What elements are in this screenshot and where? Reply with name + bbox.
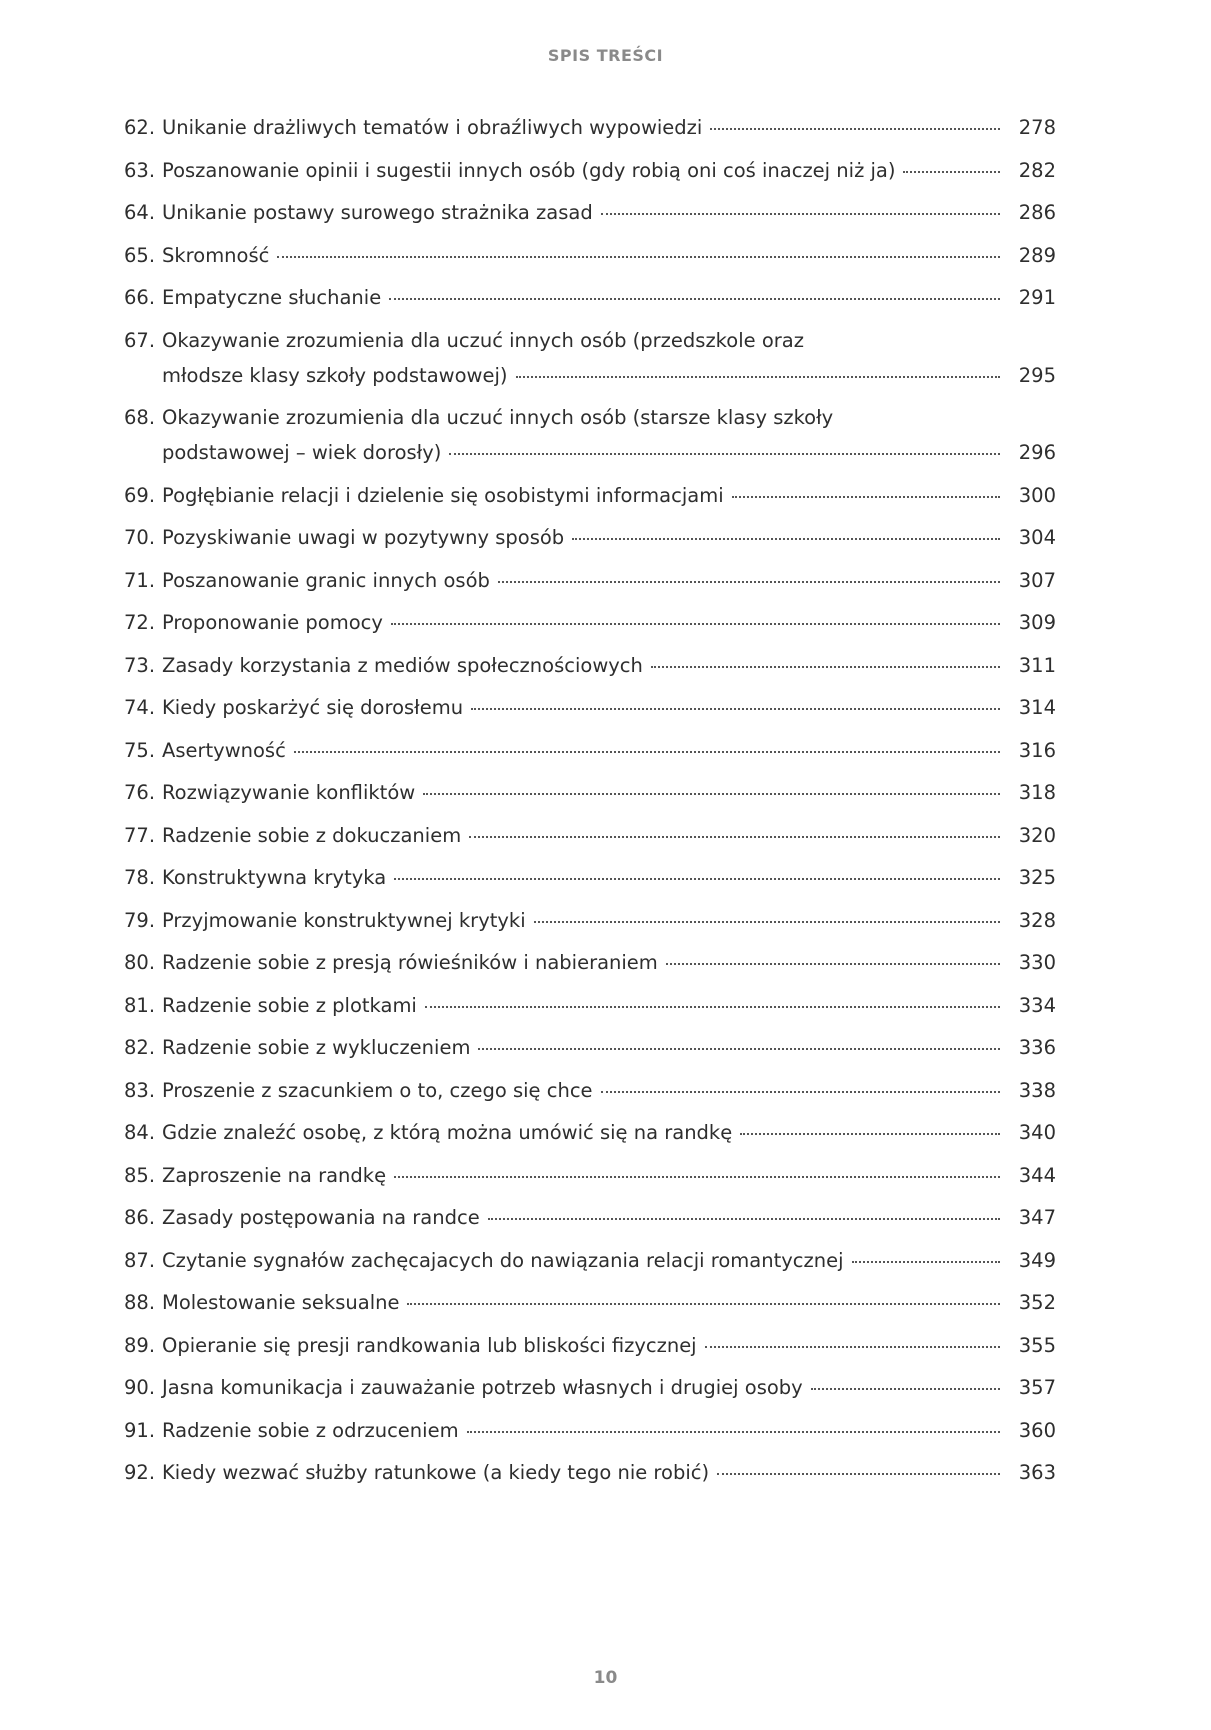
toc-entry-title: Molestowanie seksualne [162,1291,400,1314]
toc-entry-page: 340 [1018,1121,1056,1144]
dot-leader [852,1261,1001,1263]
dot-leader [394,878,1000,880]
toc-entry-number: 68. [124,406,156,429]
toc-entry-number: 84. [124,1121,156,1144]
running-header: SPIS TREŚCI [547,46,664,65]
toc-entry-page: 309 [1018,611,1056,634]
toc-entry-page: 328 [1018,908,1056,932]
toc-entry-page: 282 [1018,158,1056,182]
toc-entry-number: 82. [124,1036,156,1059]
toc-entry-page: 289 [1018,243,1056,267]
toc-entry-number: 72. [124,611,156,634]
dot-leader [449,453,1000,455]
toc-entry-number: 62. [124,116,156,139]
toc-entry-title-line1: Okazywanie zrozumienia dla uczuć innych osób (starsze klasy szkoły [162,406,834,429]
toc-entry-title: Pozyskiwanie uwagi w pozytywny sposób [162,526,565,549]
toc-entry[interactable] [124,520,1056,555]
toc-entry[interactable] [124,238,1056,273]
dot-leader [705,1346,1000,1348]
toc-entry-number: 74. [124,696,156,719]
toc-entry-number: 71. [124,568,156,592]
dot-leader [740,1133,1000,1135]
toc-entry-number: 87. [124,1248,156,1272]
toc-entry[interactable] [124,478,1056,513]
toc-entry[interactable] [124,1243,1056,1278]
dot-leader [534,921,1000,923]
toc-entry-page: 347 [1018,1206,1056,1229]
toc-entry[interactable] [124,988,1056,1023]
toc-entry-number: 67. [124,328,156,352]
toc-entry-title: Przyjmowanie konstruktywnej krytyki [162,908,526,932]
toc-entry[interactable] [124,1455,1056,1490]
toc-entry[interactable] [124,1285,1056,1320]
toc-entry-number: 77. [124,823,156,847]
toc-entry-page: 286 [1018,201,1056,224]
toc-entry-page: 320 [1018,823,1056,847]
toc-entry-number: 81. [124,993,156,1017]
toc-entry-page: 352 [1018,1291,1056,1314]
toc-entry-page: 304 [1018,526,1056,549]
toc-entry-title: Radzenie sobie z presją rówieśników i nabieraniem [162,951,658,974]
toc-entry-title: Proponowanie pomocy [162,611,383,634]
dot-leader [572,538,1000,540]
toc-entry-title: Gdzie znaleźć osobę, z którą można umówić się na randkę [162,1121,733,1144]
toc-entry[interactable] [124,153,1056,188]
dot-leader [601,1091,1000,1093]
toc-entry-title: Asertywność [162,738,286,762]
dot-leader [811,1388,1000,1390]
toc-entry-page: 300 [1018,483,1056,507]
toc-entry-title: Unikanie drażliwych tematów i obraźliwych wypowiedzi [162,116,703,139]
dot-leader [389,298,1000,300]
dot-leader [478,1048,1000,1050]
toc-entry-number: 88. [124,1291,156,1314]
toc-entry-number: 78. [124,866,156,889]
dot-leader [488,1218,1000,1220]
toc-entry-title: Radzenie sobie z plotkami [162,993,417,1017]
toc-entry-page: 336 [1018,1036,1056,1059]
toc-entry-number: 63. [124,158,156,182]
toc-entry-page: 311 [1018,653,1056,677]
page-number: 10 [593,1668,618,1688]
toc-entry[interactable] [124,1413,1056,1448]
toc-entry-title: Proszenie z szacunkiem o to, czego się chce [162,1078,593,1102]
dot-leader [391,623,1000,625]
toc-entry-number: 86. [124,1206,156,1229]
toc-entry-number: 79. [124,908,156,932]
toc-entry[interactable] [124,903,1056,938]
dot-leader [516,376,1001,378]
toc-entry-number: 76. [124,781,156,804]
dot-leader [407,1303,1000,1305]
toc-entry-page: 360 [1018,1418,1056,1442]
toc-entry-title: Opieranie się presji randkowania lub bliskości fizycznej [162,1333,697,1357]
toc-entry-number: 75. [124,738,156,762]
toc-entry[interactable] [124,1200,1056,1235]
toc-entry-page: 291 [1018,286,1056,309]
toc-entry[interactable] [124,648,1056,683]
toc-entry-page: 357 [1018,1376,1056,1399]
toc-entry-page: 338 [1018,1078,1056,1102]
toc-entry-page: 295 [1018,363,1056,387]
toc-entry[interactable] [124,1158,1056,1193]
toc-entry-number: 92. [124,1461,156,1484]
dot-leader [425,1006,1000,1008]
toc-entry-title: Radzenie sobie z dokuczaniem [162,823,462,847]
toc-entry-number: 64. [124,201,156,224]
toc-entry[interactable] [124,110,1056,145]
toc-entry[interactable] [124,775,1056,810]
toc-entry[interactable] [124,690,1056,725]
dot-leader [903,171,1000,173]
dot-leader [732,496,1000,498]
toc-entry[interactable] [124,733,1056,768]
toc-entry-page: 349 [1018,1248,1056,1272]
toc-entry-page: 344 [1018,1163,1056,1187]
toc-entry-title-line2: podstawowej – wiek dorosły) [162,441,442,464]
toc-entry-number: 85. [124,1163,156,1187]
toc-entry-title: Empatyczne słuchanie [162,286,382,309]
toc-entry-title-line2: młodsze klasy szkoły podstawowej) [162,363,508,387]
toc-entry-title: Unikanie postawy surowego strażnika zasad [162,201,593,224]
toc-entry-number: 69. [124,483,156,507]
dot-leader [651,666,1000,668]
toc-entry-title: Pogłębianie relacji i dzielenie się osobistymi informacjami [162,483,724,507]
toc-entry[interactable] [124,945,1056,980]
toc-entry[interactable] [124,1115,1056,1150]
toc-entry[interactable] [124,1073,1056,1108]
table-of-contents [124,110,1056,1498]
dot-leader [498,581,1000,583]
toc-entry[interactable] [124,323,1056,393]
dot-leader [423,793,1000,795]
dot-leader [601,213,1000,215]
dot-leader [394,1176,1000,1178]
toc-entry-title: Poszanowanie opinii i sugestii innych osób (gdy robią oni coś inaczej niż ja) [162,158,896,182]
toc-entry-title: Radzenie sobie z wykluczeniem [162,1036,471,1059]
toc-entry-title: Kiedy wezwać służby ratunkowe (a kiedy tego nie robić) [162,1461,710,1484]
toc-entry[interactable] [124,818,1056,853]
dot-leader [467,1431,1000,1433]
toc-entry[interactable] [124,1328,1056,1363]
toc-entry-page: 314 [1018,696,1056,719]
toc-entry-number: 65. [124,243,156,267]
toc-entry-number: 73. [124,653,156,677]
dot-leader [277,256,1000,258]
toc-entry-title: Rozwiązywanie konfliktów [162,781,416,804]
toc-entry-number: 89. [124,1333,156,1357]
toc-entry-number: 90. [124,1376,156,1399]
toc-entry[interactable] [124,1370,1056,1405]
dot-leader [471,708,1000,710]
toc-entry-page: 334 [1018,993,1056,1017]
toc-entry-title: Zasady postępowania na randce [162,1206,480,1229]
dot-leader [294,751,1000,753]
dot-leader [710,128,1000,130]
toc-entry-page: 316 [1018,738,1056,762]
toc-entry-title: Jasna komunikacja i zauważanie potrzeb własnych i drugiej osoby [162,1376,803,1399]
toc-entry-number: 83. [124,1078,156,1102]
toc-entry-title: Poszanowanie granic innych osób [162,568,490,592]
toc-entry-page: 296 [1018,441,1056,464]
toc-entry-title: Konstruktywna krytyka [162,866,387,889]
toc-entry[interactable] [124,1030,1056,1065]
toc-entry[interactable] [124,563,1056,598]
toc-entry-number: 80. [124,951,156,974]
dot-leader [666,963,1000,965]
toc-entry-page: 318 [1018,781,1056,804]
toc-entry-number: 66. [124,286,156,309]
toc-entry-page: 278 [1018,116,1056,139]
dot-leader [717,1473,1000,1475]
toc-entry-page: 355 [1018,1333,1056,1357]
toc-entry-title: Skromność [162,243,270,267]
toc-entry-page: 363 [1018,1461,1056,1484]
toc-entry-page: 307 [1018,568,1056,592]
toc-entry[interactable] [124,400,1056,470]
toc-entry[interactable] [124,195,1056,230]
toc-entry-title: Zaproszenie na randkę [162,1163,387,1187]
toc-entry-title: Czytanie sygnałów zachęcajacych do nawiązania relacji romantycznej [162,1248,844,1272]
toc-entry[interactable] [124,280,1056,315]
toc-entry-number: 70. [124,526,156,549]
toc-entry-page: 325 [1018,866,1056,889]
toc-entry[interactable] [124,605,1056,640]
toc-entry-title: Kiedy poskarżyć się dorosłemu [162,696,464,719]
toc-entry-title: Radzenie sobie z odrzuceniem [162,1418,459,1442]
toc-entry-page: 330 [1018,951,1056,974]
toc-entry-title: Zasady korzystania z mediów społecznościowych [162,653,643,677]
toc-entry-title-line1: Okazywanie zrozumienia dla uczuć innych osób (przedszkole oraz [162,328,804,352]
dot-leader [469,836,1000,838]
toc-entry[interactable] [124,860,1056,895]
toc-entry-number: 91. [124,1418,156,1442]
